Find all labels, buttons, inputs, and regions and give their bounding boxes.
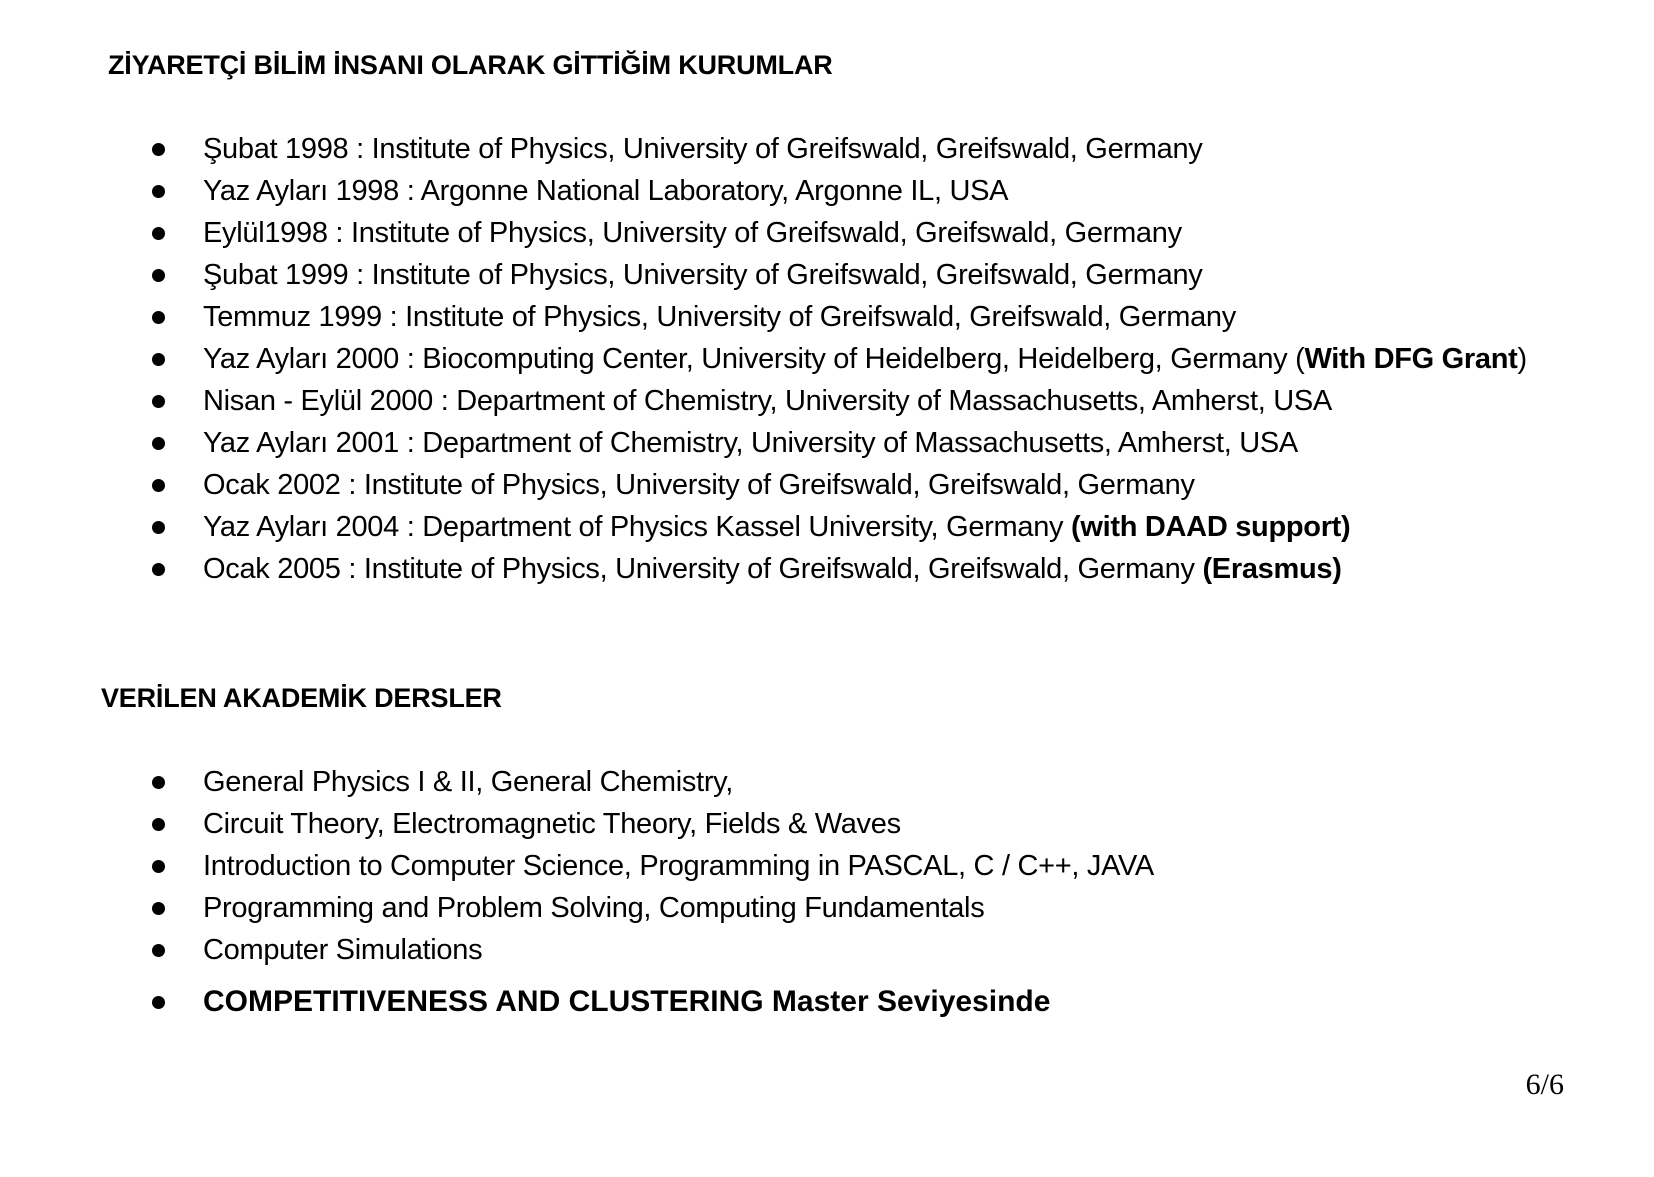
list-item	[0, 422, 1543, 464]
list-item	[0, 981, 1543, 1023]
section-heading-courses: VERİLEN AKADEMİK DERSLER	[101, 683, 502, 713]
item-text: Nisan - Eylül 2000 : Department of Chemistry, University of Massachusetts, Amherst, USA	[203, 385, 1332, 417]
list-item	[0, 338, 1543, 380]
list-item	[0, 254, 1543, 296]
item-text: Ocak 2002 : Institute of Physics, University of Greifswald, Greifswald, Germany	[203, 469, 1195, 501]
item-note: (with DAAD support)	[1070, 511, 1351, 543]
item-text: COMPETITIVENESS AND CLUSTERING Master Seviyesinde	[203, 985, 1051, 1018]
bullet-icon	[152, 143, 165, 156]
item-text: Şubat 1998 : Institute of Physics, University of Greifswald, Greifswald, Germany	[203, 133, 1203, 165]
list-item	[0, 803, 1543, 845]
bullet-icon	[152, 521, 165, 534]
item-text: Computer Simulations	[203, 934, 483, 966]
bullet-icon	[152, 776, 165, 789]
list-item	[0, 296, 1543, 338]
list-item	[0, 845, 1543, 887]
bullet-icon	[152, 395, 165, 408]
bullet-icon	[152, 563, 165, 576]
item-text: General Physics I & II, General Chemistry,	[203, 766, 733, 798]
bullet-icon	[152, 479, 165, 492]
item-text: Yaz Ayları 2001 : Department of Chemistry, University of Massachusetts, Amherst, USA	[203, 427, 1298, 459]
item-text: Yaz Ayları 2000 : Biocomputing Center, University of Heidelberg, Heidelberg, Germany (	[203, 343, 1305, 375]
bullet-icon	[152, 818, 165, 831]
list-item	[0, 464, 1543, 506]
list-item	[0, 128, 1543, 170]
item-text: Ocak 2005 : Institute of Physics, University of Greifswald, Greifswald, Germany	[203, 553, 1203, 585]
list-item	[0, 887, 1543, 929]
item-text: Eylül1998 : Institute of Physics, University of Greifswald, Greifswald, Germany	[203, 217, 1182, 249]
bullet-icon	[152, 944, 165, 957]
visits-list	[0, 128, 1654, 590]
courses-list	[0, 761, 1654, 1023]
item-text: Temmuz 1999 : Institute of Physics, University of Greifswald, Greifswald, Germany	[203, 301, 1236, 333]
list-item	[0, 212, 1543, 254]
bullet-icon	[152, 185, 165, 198]
bullet-icon	[152, 311, 165, 324]
item-text: Yaz Ayları 1998 : Argonne National Laboratory, Argonne IL, USA	[203, 175, 1009, 207]
item-note: With DFG Grant	[1304, 343, 1518, 375]
list-item	[0, 380, 1543, 422]
bullet-icon	[152, 269, 165, 282]
list-item	[0, 761, 1543, 803]
bullet-icon	[152, 437, 165, 450]
list-item	[0, 548, 1543, 590]
item-note: (Erasmus)	[1202, 553, 1342, 585]
bullet-icon	[152, 996, 165, 1009]
item-text: Circuit Theory, Electromagnetic Theory, Fields & Waves	[203, 808, 901, 840]
list-item	[0, 929, 1543, 971]
bullet-icon	[152, 902, 165, 915]
bullet-icon	[152, 353, 165, 366]
list-item	[0, 506, 1543, 548]
bullet-icon	[152, 860, 165, 873]
item-text-after: )	[1517, 343, 1527, 375]
section-heading-visits: ZİYARETÇİ BİLİM İNSANI OLARAK GİTTİĞİM KURUMLAR	[108, 50, 833, 80]
item-text: Yaz Ayları 2004 : Department of Physics Kassel University, Germany	[203, 511, 1071, 543]
item-text: Introduction to Computer Science, Programming in PASCAL, C / C++, JAVA	[203, 850, 1154, 882]
page-number: 6/6	[1525, 1068, 1564, 1101]
item-text: Programming and Problem Solving, Computing Fundamentals	[203, 892, 985, 924]
item-text: Şubat 1999 : Institute of Physics, University of Greifswald, Greifswald, Germany	[203, 259, 1203, 291]
list-item	[0, 170, 1543, 212]
bullet-icon	[152, 227, 165, 240]
